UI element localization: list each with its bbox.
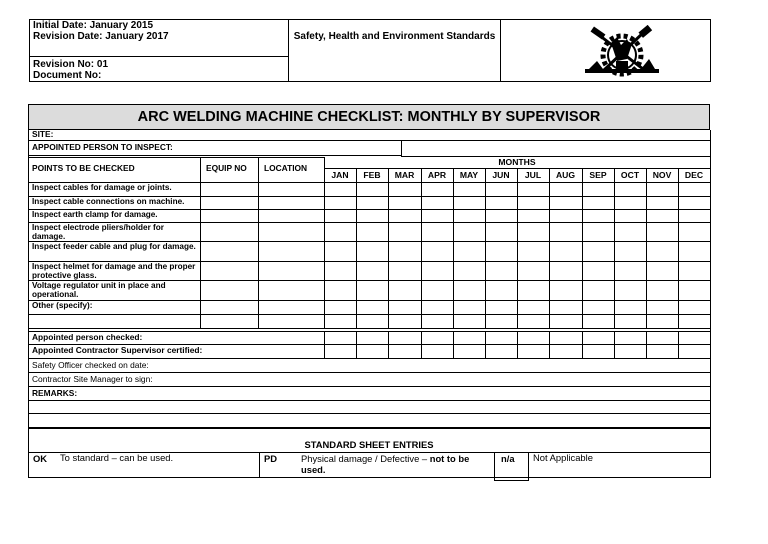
pd-description-bold: not to be used. (301, 453, 470, 475)
pd-code: PD (264, 453, 278, 464)
remarks-line-2 (28, 413, 710, 414)
sign-column-line (324, 331, 325, 358)
site-label: SITE: (32, 129, 54, 139)
remarks-bottom-line (28, 427, 711, 429)
form-border-right (710, 130, 711, 478)
remarks-line-1 (28, 400, 710, 401)
sign-column-line (582, 331, 583, 358)
sign-column-line (421, 331, 422, 358)
check-item: Inspect helmet for damage and the proper protective glass. (32, 262, 196, 280)
table-column-line (258, 157, 259, 328)
site-row-line (28, 140, 710, 141)
document-number: Document No: (33, 70, 102, 81)
header-standards-cell (289, 20, 501, 81)
appointed-person-label: APPOINTED PERSON TO INSPECT: (32, 142, 173, 152)
sign-row-label: Safety Officer checked on date: (32, 360, 149, 370)
header-dates-cell (30, 20, 289, 81)
check-item: Inspect cables for damage or joints. (32, 183, 172, 192)
revision-date: Revision Date: January 2017 (33, 31, 169, 42)
header-logo-cell (501, 20, 710, 81)
sign-row-line (28, 372, 710, 373)
form-title: ARC WELDING MACHINE CHECKLIST: MONTHLY BY SUPERVISOR (28, 104, 710, 130)
location-header: LOCATION (264, 163, 308, 173)
sign-column-line (356, 331, 357, 358)
sign-row-line (28, 358, 710, 359)
table-column-line (453, 168, 454, 328)
pd-description (301, 453, 491, 475)
sign-column-line (678, 331, 679, 358)
points-header: POINTS TO BE CHECKED (32, 163, 135, 173)
sign-column-line (614, 331, 615, 358)
month-dec: DEC (684, 170, 704, 180)
revision-number: Revision No: 01 (33, 59, 109, 70)
na-description: Not Applicable (533, 452, 593, 463)
check-item: Other (specify): (32, 301, 93, 310)
sign-column-line (388, 331, 389, 358)
table-column-line (582, 168, 583, 328)
remarks-label: REMARKS: (32, 388, 78, 398)
months-header: MONTHS (498, 157, 536, 167)
sign-row-label: Appointed Contractor Supervisor certified: (32, 345, 203, 355)
table-column-line (324, 157, 325, 328)
entries-divider-1 (259, 452, 260, 477)
table-column-line (421, 168, 422, 328)
month-sep: SEP (589, 170, 607, 180)
standards-title: Safety, Health and Environment Standards (293, 31, 496, 42)
table-row-line (28, 328, 710, 329)
entries-divider-2 (494, 452, 495, 481)
entries-divider-3 (528, 452, 529, 481)
equip-header: EQUIP NO (206, 163, 247, 173)
table-column-line (200, 157, 201, 328)
table-column-line (678, 168, 679, 328)
sign-row-label: Contractor Site Manager to sign: (32, 374, 153, 384)
document-header (29, 19, 711, 82)
month-feb: FEB (363, 170, 381, 180)
check-item: Inspect cable connections on machine. (32, 197, 185, 206)
table-column-line (549, 168, 550, 328)
month-oct: OCT (620, 170, 640, 180)
sign-column-line (646, 331, 647, 358)
month-jan: JAN (331, 170, 349, 180)
month-mar: MAR (394, 170, 415, 180)
company-logo-icon (581, 25, 663, 77)
sign-column-line (517, 331, 518, 358)
table-column-line (517, 168, 518, 328)
header-divider (30, 56, 288, 57)
na-box-bottom (494, 480, 529, 481)
month-aug: AUG (555, 170, 576, 180)
sign-row-line (28, 386, 710, 387)
sign-column-line (485, 331, 486, 358)
sign-row-label: Appointed person checked: (32, 332, 143, 342)
ok-description: To standard – can be used. (60, 452, 174, 463)
check-item: Inspect feeder cable and plug for damage. (32, 242, 196, 251)
month-apr: APR (427, 170, 447, 180)
table-column-line (646, 168, 647, 328)
initial-date: Initial Date: January 2015 (33, 20, 154, 31)
check-item: Inspect electrode pliers/holder for damage. (32, 223, 164, 241)
month-nov: NOV (652, 170, 672, 180)
pd-description-text: Physical damage / Defective – (301, 453, 430, 464)
month-jun: JUN (492, 170, 510, 180)
month-jul: JUL (524, 170, 542, 180)
table-row-line (28, 314, 710, 315)
month-may: MAY (459, 170, 479, 180)
table-column-line (614, 168, 615, 328)
table-column-line (485, 168, 486, 328)
table-column-line (388, 168, 389, 328)
na-code: n/a (501, 453, 515, 464)
sign-column-line (453, 331, 454, 358)
checklist-form (27, 103, 711, 477)
ok-code: OK (33, 453, 48, 464)
columns-top-line (28, 157, 325, 158)
appointed-divider (401, 140, 402, 156)
entries-title: STANDARD SHEET ENTRIES (304, 439, 434, 450)
table-column-line (356, 168, 357, 328)
check-item: Inspect earth clamp for damage. (32, 210, 158, 219)
sign-column-line (549, 331, 550, 358)
form-border-bottom (28, 477, 711, 478)
check-item: Voltage regulator unit in place and operational. (32, 281, 166, 299)
